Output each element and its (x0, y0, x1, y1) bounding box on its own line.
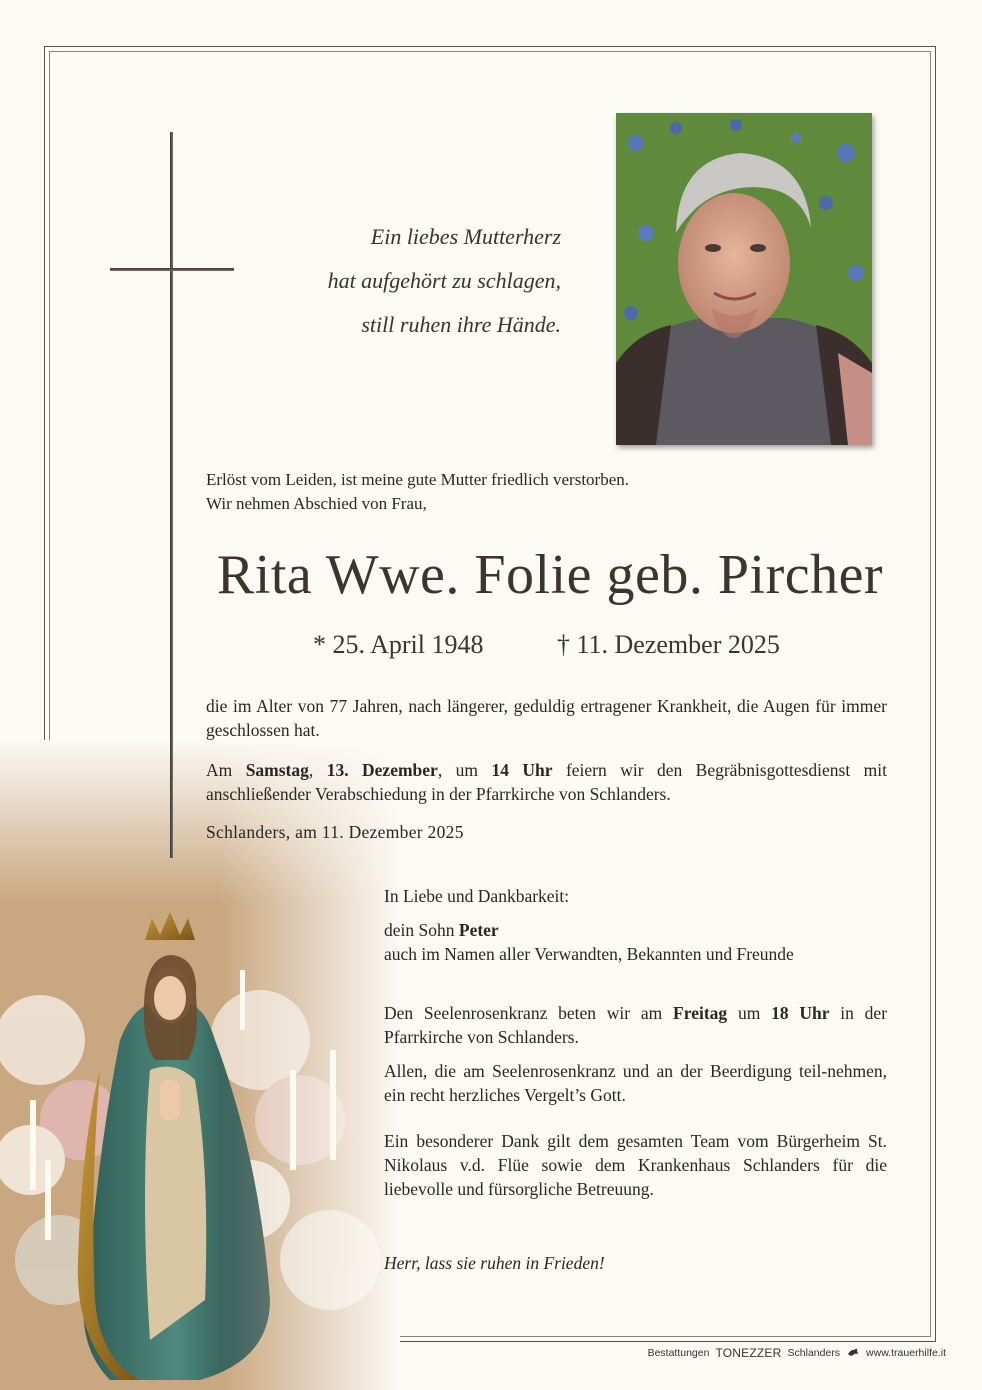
footer-imprint (648, 1346, 946, 1360)
place-and-date: Schlanders, am 11. Dezember 2025 (206, 822, 464, 842)
verse-line: Ein liebes Mutterherz (370, 224, 561, 249)
funeral-separator: , (308, 760, 314, 780)
intro-line: Erlöst vom Leiden, ist meine gute Mutter friedlich verstorben. (206, 470, 629, 489)
memorial-verse (221, 215, 561, 347)
deceased-name: Rita Wwe. Folie geb. Pircher (216, 544, 884, 606)
relatives-line: auch im Namen aller Verwandten, Bekannten und Freunde (384, 944, 794, 964)
mourners-list (384, 918, 887, 966)
funeral-separator: , um (437, 760, 478, 780)
portrait-photo (616, 113, 872, 445)
footer-url[interactable]: www.trauerhilfe.it (866, 1347, 946, 1359)
funeral-details: feiern wir den Begräbnisgottesdienst mit anschließender Verabschiedung in der Pfarrkirche von Schlanders. (206, 760, 887, 804)
rosary-mid: um (737, 1003, 761, 1023)
rosary-rest: in der Pfarrkirche von Schlanders. (384, 1003, 888, 1047)
rosary-prefix: Den Seelenrosenkranz beten wir am (384, 1003, 663, 1023)
son-prefix: dein Sohn (384, 920, 455, 940)
intro-line: Wir nehmen Abschied von Frau, (206, 494, 427, 513)
cross-horizontal-beam (110, 268, 234, 271)
age-paragraph: die im Alter von 77 Jahren, nach längerer, geduldig ertragener Krankheit, die Augen für immer geschlossen hat. (206, 696, 887, 740)
closing-blessing: Herr, lass sie ruhen in Frieden! (384, 1253, 605, 1273)
rosary-day: Freitag (673, 1003, 728, 1023)
footer-prefix: Bestattungen (647, 1347, 710, 1359)
funeral-prefix: Am (206, 760, 233, 780)
rosary-paragraph (384, 1001, 887, 1049)
son-line (384, 918, 887, 942)
son-name: Peter (458, 920, 499, 940)
funeral-time: 14 Uhr (491, 760, 553, 780)
portrait-image (616, 113, 872, 445)
birth-date: * 25. April 1948 (313, 630, 484, 659)
cross-vertical-beam (170, 132, 173, 858)
special-thanks: Ein besonderer Dank gilt dem gesamten Team vom Bürgerheim St. Nikolaus v.d. Flüe sowie dem Krankenhaus Schlanders für die liebevolle und fürsorgliche Betreuung. (384, 1131, 887, 1199)
general-thanks: Allen, die am Seelenrosenkranz und an der Beerdigung teil-nehmen, ein recht herzliches Vergelt’s Gott. (384, 1061, 887, 1105)
mourners-heading: In Liebe und Dankbarkeit: (384, 886, 570, 906)
intro-text (206, 468, 629, 516)
funeral-date: 13. Dezember (326, 760, 438, 780)
death-date: † 11. Dezember 2025 (557, 630, 780, 659)
funeral-day: Samstag (245, 760, 309, 780)
rosary-time: 18 Uhr (771, 1003, 830, 1023)
funeral-paragraph (206, 758, 887, 806)
verse-line: hat aufgehört zu schlagen, (327, 268, 561, 293)
footer-brand: TONEZZER (715, 1346, 782, 1360)
footer-town: Schlanders (787, 1347, 841, 1359)
verse-line: still ruhen ihre Hände. (361, 312, 561, 337)
dove-hand-icon (846, 1346, 860, 1360)
